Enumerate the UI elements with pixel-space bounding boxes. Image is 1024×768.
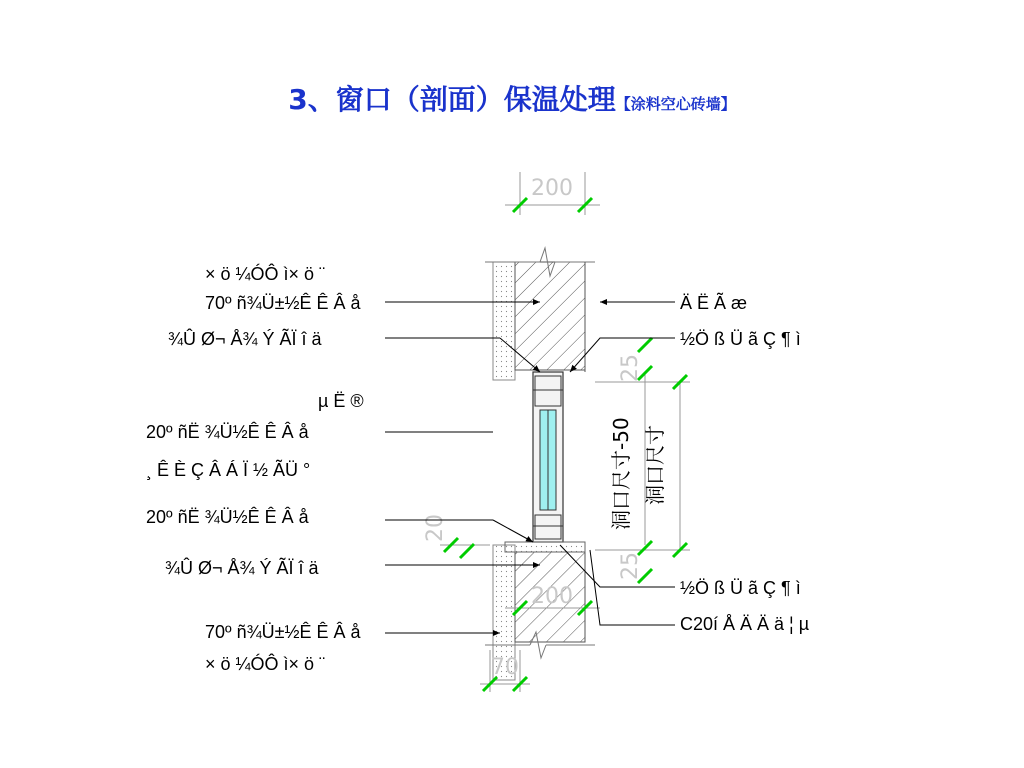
left-label-8: ¾Û Ø¬ Å¾ Ý ÃÏ î ä	[165, 558, 319, 578]
left-label-5: 20º ñË ¾Ü½Ê Ê Â å	[146, 422, 309, 442]
right-label-2: ½Ö ß Ü ã Ç ¶ ì	[680, 329, 801, 349]
title-sub: 【涂料空心砖墙】	[615, 95, 736, 113]
left-label-6: ¸ Ê È Ç Â Á Ï ½ ÃÜ °	[146, 460, 311, 480]
left-label-3: ¾Û Ø¬ Å¾ Ý ÃÏ î ä	[168, 329, 322, 349]
dim-top-200	[505, 172, 600, 215]
upper-wall	[485, 248, 595, 380]
left-label-1: × ö ¼ÓÔ ì× ö ¨	[205, 264, 326, 284]
right-label-3: ½Ö ß Ü ã Ç ¶ ì	[680, 578, 801, 598]
window-frame	[533, 372, 563, 542]
dim-left-20-text: 20	[423, 514, 448, 542]
left-label-9: 70º ñ¾Ü±½Ê Ê Â å	[205, 622, 361, 642]
left-label-2: 70º ñ¾Ü±½Ê Ê Â å	[205, 293, 361, 313]
dim-bottom-70-text: 70	[491, 655, 519, 680]
dim-bottom-gap-text: 25	[618, 552, 643, 580]
dim-bottom-70	[480, 650, 530, 692]
dim-left-20	[423, 514, 490, 558]
right-label-1: Ä Ë Ã æ	[680, 293, 748, 313]
right-label-4: C20í Å Ä Ä ä ¦ µ	[680, 614, 810, 634]
dim-top-200-text: 200	[531, 176, 573, 201]
left-label-4: µ Ë ®	[318, 391, 364, 411]
dim-right	[595, 338, 690, 583]
left-label-7: 20º ñË ¾Ü½Ê Ê Â å	[146, 507, 309, 527]
dim-bottom-200-text: 200	[531, 584, 573, 609]
dim-opening-text: 洞口尺寸	[643, 425, 667, 505]
dim-opening-minus-text: 洞口尺寸-50	[609, 417, 633, 530]
dim-top-gap-text: 25	[618, 354, 643, 382]
title-main: 3、窗口（剖面）保温处理	[288, 83, 616, 116]
left-label-10: × ö ¼ÓÔ ì× ö ¨	[205, 654, 326, 674]
